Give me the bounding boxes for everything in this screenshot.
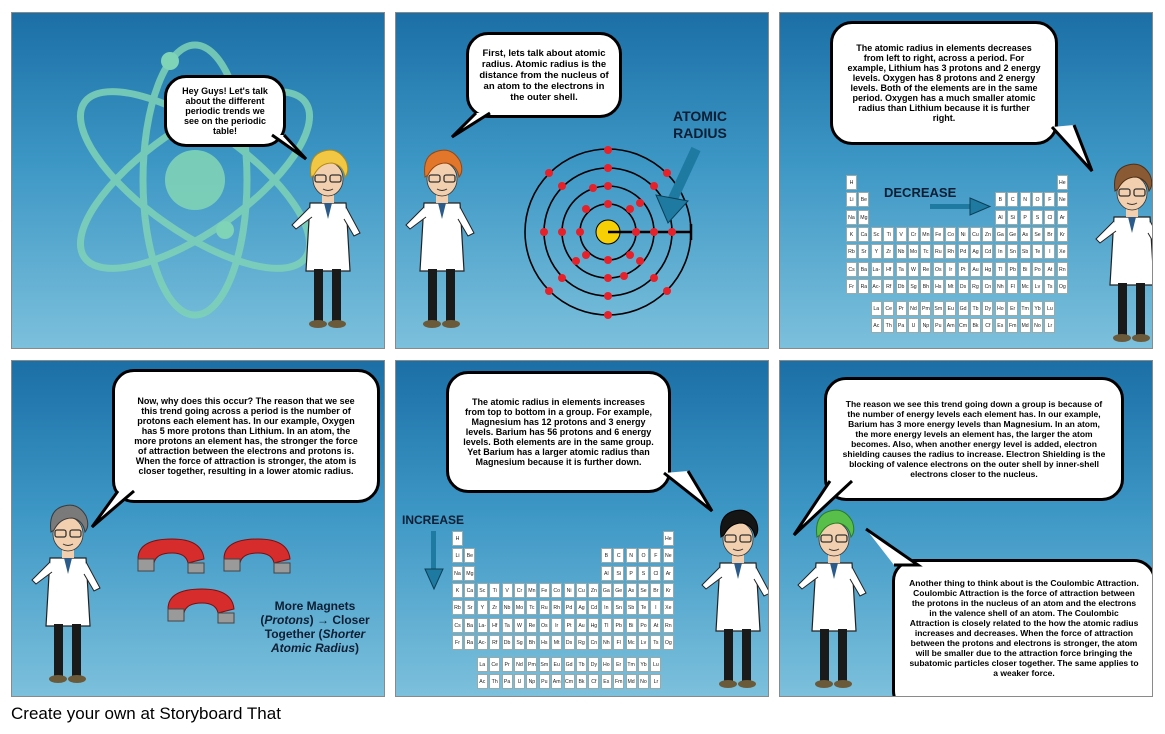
element-cell: Lr xyxy=(650,674,661,689)
element-cell: Cm xyxy=(564,674,575,689)
element-cell: Fr xyxy=(452,635,463,650)
element-cell: At xyxy=(650,618,661,633)
element-cell: Cu xyxy=(970,227,981,242)
element-cell: Te xyxy=(638,600,649,615)
element-cell: Cr xyxy=(908,227,919,242)
element-cell: Sb xyxy=(626,600,637,615)
element-cell: Ra xyxy=(464,635,475,650)
element-cell: Hf xyxy=(883,262,894,277)
element-cell: Ir xyxy=(945,262,956,277)
element-cell: Bk xyxy=(576,674,587,689)
element-cell: Ds xyxy=(958,279,969,294)
element-cell: Be xyxy=(464,548,475,563)
element-cell: Sr xyxy=(858,244,869,259)
element-cell: Nh xyxy=(601,635,612,650)
element-cell: Po xyxy=(638,618,649,633)
element-cell: Bh xyxy=(526,635,537,650)
speech-bubble-tail xyxy=(448,111,496,141)
element-cell: Dy xyxy=(588,657,599,672)
scientist-character-grey xyxy=(28,496,108,696)
element-cell: Ru xyxy=(539,600,550,615)
element-cell: Lv xyxy=(638,635,649,650)
element-cell: Lv xyxy=(1032,279,1043,294)
element-cell: Ag xyxy=(576,600,587,615)
element-cell: Yb xyxy=(638,657,649,672)
element-cell: H xyxy=(452,531,463,546)
scientist-character-orange xyxy=(402,141,482,341)
element-cell: Nd xyxy=(514,657,525,672)
element-cell: Np xyxy=(526,674,537,689)
element-cell: Ag xyxy=(970,244,981,259)
element-cell: Ge xyxy=(613,583,624,598)
element-cell: Fe xyxy=(539,583,550,598)
arrow-right-icon xyxy=(930,197,992,217)
element-cell: Cn xyxy=(588,635,599,650)
element-cell: Re xyxy=(920,262,931,277)
element-cell: Ba xyxy=(858,262,869,277)
element-cell: Pu xyxy=(933,318,944,333)
element-cell: Fr xyxy=(846,279,857,294)
element-cell: No xyxy=(638,674,649,689)
element-cell: At xyxy=(1044,262,1055,277)
element-cell: Sg xyxy=(514,635,525,650)
element-cell: K xyxy=(846,227,857,242)
element-cell: K xyxy=(452,583,463,598)
element-cell: Md xyxy=(626,674,637,689)
element-cell: Mc xyxy=(626,635,637,650)
element-cell: As xyxy=(1020,227,1031,242)
element-cell: Mn xyxy=(920,227,931,242)
element-cell: Ce xyxy=(883,301,894,316)
element-cell: Au xyxy=(576,618,587,633)
element-cell: Zn xyxy=(588,583,599,598)
arrow-down-icon xyxy=(424,531,444,591)
element-cell: Pa xyxy=(896,318,907,333)
speech-bubble-2: Another thing to think about is the Coulombic Attraction. Coulombic Attraction is the force of attraction between the protons in the nucleus of an atom and the electrons in the valence shell of an atom. The Coulombic Attraction is closely related to the how the atomic radius increases and decreases. When the force of attraction between the protons and electrons is stronger, the atom will be smaller due to the attraction force bringing the subatomic particles closer together. The same applies to a weaker force. xyxy=(892,559,1153,697)
element-cell: Eu xyxy=(551,657,562,672)
element-cell: Tc xyxy=(526,600,537,615)
element-cell: Ga xyxy=(601,583,612,598)
element-cell: Lr xyxy=(1044,318,1055,333)
element-cell: Db xyxy=(502,635,513,650)
element-cell: Pb xyxy=(613,618,624,633)
element-cell: Pt xyxy=(958,262,969,277)
element-cell: Kr xyxy=(663,583,674,598)
element-cell: Re xyxy=(526,618,537,633)
element-cell: Ra xyxy=(858,279,869,294)
element-cell: Np xyxy=(920,318,931,333)
scientist-character-black xyxy=(698,501,769,697)
element-cell: Cr xyxy=(514,583,525,598)
element-cell: La- xyxy=(871,262,882,277)
element-cell: Bh xyxy=(920,279,931,294)
element-cell: C xyxy=(1007,192,1018,207)
element-cell: Xe xyxy=(1057,244,1068,259)
element-cell: Eu xyxy=(945,301,956,316)
element-cell: Cd xyxy=(588,600,599,615)
element-cell: N xyxy=(626,548,637,563)
element-cell: V xyxy=(502,583,513,598)
element-cell: Tm xyxy=(626,657,637,672)
scientist-character-brown xyxy=(1092,155,1153,349)
element-cell: La- xyxy=(477,618,488,633)
element-cell: Rb xyxy=(846,244,857,259)
element-cell: Cl xyxy=(1044,210,1055,225)
element-cell: Ni xyxy=(564,583,575,598)
element-cell: Li xyxy=(846,192,857,207)
element-cell: Cu xyxy=(576,583,587,598)
element-cell: Sg xyxy=(908,279,919,294)
element-cell: Ge xyxy=(1007,227,1018,242)
element-cell: Mt xyxy=(551,635,562,650)
element-cell: Y xyxy=(477,600,488,615)
element-cell: Mo xyxy=(514,600,525,615)
element-cell: Rb xyxy=(452,600,463,615)
element-cell: Og xyxy=(1057,279,1068,294)
element-cell: Cl xyxy=(650,566,661,581)
element-cell: Ts xyxy=(650,635,661,650)
element-cell: Rn xyxy=(1057,262,1068,277)
element-cell: Ar xyxy=(663,566,674,581)
element-cell: Fl xyxy=(1007,279,1018,294)
element-cell: Ne xyxy=(1057,192,1068,207)
element-cell: Se xyxy=(638,583,649,598)
element-cell: Nb xyxy=(896,244,907,259)
element-cell: Co xyxy=(551,583,562,598)
element-cell: Lu xyxy=(1044,301,1055,316)
element-cell: Am xyxy=(551,674,562,689)
panel-6 xyxy=(779,360,1153,697)
element-cell: Nd xyxy=(908,301,919,316)
element-cell: Mn xyxy=(526,583,537,598)
element-cell: La xyxy=(871,301,882,316)
element-cell: Fe xyxy=(933,227,944,242)
element-cell: Sn xyxy=(1007,244,1018,259)
element-cell: Si xyxy=(1007,210,1018,225)
magnets-caption: More Magnets (Protons) → Closer Together (Shorter Atomic Radius) xyxy=(260,599,370,655)
element-cell: Sm xyxy=(539,657,550,672)
atomic-radius-label: ATOMIC RADIUS xyxy=(673,108,727,141)
element-cell: Cf xyxy=(982,318,993,333)
element-cell: Na xyxy=(846,210,857,225)
element-cell: Mg xyxy=(464,566,475,581)
speech-bubble: First, lets talk about atomic radius. Atomic radius is the distance from the nucleus of an atom to the electrons in the outer shell. xyxy=(466,32,622,118)
element-cell: F xyxy=(1044,192,1055,207)
element-cell: Sb xyxy=(1020,244,1031,259)
element-cell: Bk xyxy=(970,318,981,333)
element-cell: Pr xyxy=(502,657,513,672)
element-cell: Pm xyxy=(526,657,537,672)
panel-5 xyxy=(395,360,769,697)
speech-bubble: The reason we see this trend going down a group is because of the number of energy levels each element has. In our example, Barium has 3 more energy levels than Magnesium. In an atom, the more energy levels an element has, the larger the atom becomes. Also, when another energy level is added, electron shielding causes the radius to increase. Electron Shielding is the blocking of valence electrons on the outer shell by inner-shell electrons closer to the nucleus. xyxy=(824,377,1124,501)
element-cell: Rf xyxy=(883,279,894,294)
element-cell: Es xyxy=(601,674,612,689)
element-cell: U xyxy=(908,318,919,333)
element-cell: Er xyxy=(1007,301,1018,316)
element-cell: Og xyxy=(663,635,674,650)
element-cell: P xyxy=(1020,210,1031,225)
element-cell: Rg xyxy=(576,635,587,650)
element-cell: Ba xyxy=(464,618,475,633)
element-cell: Sr xyxy=(464,600,475,615)
element-cell: Fm xyxy=(1007,318,1018,333)
speech-bubble-tail xyxy=(270,133,310,163)
element-cell: Ts xyxy=(1044,279,1055,294)
element-cell: W xyxy=(514,618,525,633)
element-cell: Bi xyxy=(626,618,637,633)
speech-bubble: Now, why does this occur? The reason that we see this trend going across a period is the number of protons each element has. In our example, Oxygen has 5 more protons than Lithium. In an atom, the more protons an element has, the stronger the force of attraction between the electrons and protons is. When the force of attraction is stronger, the atom is closer together, resulting in a lower atomic radius. xyxy=(112,369,380,503)
element-cell: Pt xyxy=(564,618,575,633)
element-cell: Yb xyxy=(1032,301,1043,316)
element-cell: No xyxy=(1032,318,1043,333)
element-cell: Au xyxy=(970,262,981,277)
element-cell: Br xyxy=(1044,227,1055,242)
element-cell: Li xyxy=(452,548,463,563)
element-cell: S xyxy=(1032,210,1043,225)
element-cell: Ti xyxy=(489,583,500,598)
element-cell: Ga xyxy=(995,227,1006,242)
element-cell: Xe xyxy=(663,600,674,615)
element-cell: Th xyxy=(489,674,500,689)
element-cell: Ac- xyxy=(871,279,882,294)
element-cell: Gd xyxy=(564,657,575,672)
element-cell: O xyxy=(1032,192,1043,207)
element-cell: He xyxy=(663,531,674,546)
element-cell: Zn xyxy=(982,227,993,242)
element-cell: Am xyxy=(945,318,956,333)
element-cell: La xyxy=(477,657,488,672)
element-cell: P xyxy=(626,566,637,581)
element-cell: Rh xyxy=(945,244,956,259)
element-cell: Kr xyxy=(1057,227,1068,242)
element-cell: Os xyxy=(933,262,944,277)
element-cell: Hs xyxy=(539,635,550,650)
element-cell: I xyxy=(1044,244,1055,259)
element-cell: Fl xyxy=(613,635,624,650)
element-cell: Cs xyxy=(452,618,463,633)
speech-bubble-tail-2 xyxy=(864,527,924,567)
element-cell: Es xyxy=(995,318,1006,333)
element-cell: Cm xyxy=(958,318,969,333)
element-cell: Be xyxy=(858,192,869,207)
element-cell: Tc xyxy=(920,244,931,259)
element-cell: Hg xyxy=(982,262,993,277)
element-cell: Nh xyxy=(995,279,1006,294)
element-cell: Si xyxy=(613,566,624,581)
increase-label: INCREASE xyxy=(402,513,465,527)
element-cell: U xyxy=(514,674,525,689)
element-cell: Ti xyxy=(883,227,894,242)
panel-1 xyxy=(11,12,385,349)
element-cell: Al xyxy=(601,566,612,581)
element-cell: Ir xyxy=(551,618,562,633)
element-cell: Ce xyxy=(489,657,500,672)
element-cell: Rn xyxy=(663,618,674,633)
element-cell: Dy xyxy=(982,301,993,316)
element-cell: Ho xyxy=(601,657,612,672)
element-cell: F xyxy=(650,548,661,563)
element-cell: Mg xyxy=(858,210,869,225)
element-cell: B xyxy=(601,548,612,563)
element-cell: Md xyxy=(1020,318,1031,333)
element-cell: Pm xyxy=(920,301,931,316)
speech-bubble: Hey Guys! Let's talk about the different periodic trends we see on the periodic table! xyxy=(164,75,286,147)
footer-credit[interactable]: Create your own at Storyboard That xyxy=(11,704,281,723)
element-cell: Te xyxy=(1032,244,1043,259)
element-cell: Co xyxy=(945,227,956,242)
element-cell: Tb xyxy=(970,301,981,316)
element-cell: Hg xyxy=(588,618,599,633)
panel-3 xyxy=(779,12,1153,349)
element-cell: Y xyxy=(871,244,882,259)
element-cell: Zr xyxy=(883,244,894,259)
element-cell: Tb xyxy=(576,657,587,672)
element-cell: Tl xyxy=(601,618,612,633)
element-cell: Th xyxy=(883,318,894,333)
element-cell: In xyxy=(995,244,1006,259)
element-cell: Ac xyxy=(871,318,882,333)
element-cell: Al xyxy=(995,210,1006,225)
element-cell: Na xyxy=(452,566,463,581)
element-cell: Ar xyxy=(1057,210,1068,225)
element-cell: H xyxy=(846,175,857,190)
element-cell: Ta xyxy=(502,618,513,633)
element-cell: Rf xyxy=(489,635,500,650)
element-cell: Bi xyxy=(1020,262,1031,277)
element-cell: Pu xyxy=(539,674,550,689)
element-cell: Hs xyxy=(933,279,944,294)
element-cell: Ho xyxy=(995,301,1006,316)
element-cell: W xyxy=(908,262,919,277)
element-cell: V xyxy=(896,227,907,242)
element-cell: Pd xyxy=(958,244,969,259)
scientist-character-green xyxy=(794,501,874,697)
element-cell: Ds xyxy=(564,635,575,650)
element-cell: O xyxy=(638,548,649,563)
element-cell: Ta xyxy=(896,262,907,277)
element-cell: Nb xyxy=(502,600,513,615)
element-cell: Ca xyxy=(858,227,869,242)
element-cell: Sn xyxy=(613,600,624,615)
element-cell: Tm xyxy=(1020,301,1031,316)
element-cell: Se xyxy=(1032,227,1043,242)
element-cell: Mc xyxy=(1020,279,1031,294)
panel-2 xyxy=(395,12,769,349)
element-cell: Hf xyxy=(489,618,500,633)
element-cell: Tl xyxy=(995,262,1006,277)
element-cell: Pr xyxy=(896,301,907,316)
element-cell: Pd xyxy=(564,600,575,615)
element-cell: Mo xyxy=(908,244,919,259)
element-cell: Pa xyxy=(502,674,513,689)
element-cell: Fm xyxy=(613,674,624,689)
element-cell: Po xyxy=(1032,262,1043,277)
element-cell: Sc xyxy=(871,227,882,242)
element-cell: Sm xyxy=(933,301,944,316)
element-cell: Cf xyxy=(588,674,599,689)
element-cell: S xyxy=(638,566,649,581)
element-cell: Ac xyxy=(477,674,488,689)
element-cell: Br xyxy=(650,583,661,598)
element-cell: Sc xyxy=(477,583,488,598)
element-cell: Zr xyxy=(489,600,500,615)
element-cell: I xyxy=(650,600,661,615)
decrease-label: DECREASE xyxy=(884,185,957,200)
element-cell: As xyxy=(626,583,637,598)
element-cell: Rh xyxy=(551,600,562,615)
element-cell: Ni xyxy=(958,227,969,242)
element-cell: Gd xyxy=(958,301,969,316)
element-cell: B xyxy=(995,192,1006,207)
scientist-character-blonde xyxy=(288,141,368,341)
element-cell: Er xyxy=(613,657,624,672)
element-cell: Pb xyxy=(1007,262,1018,277)
speech-bubble: The atomic radius in elements increases from top to bottom in a group. For example, Magnesium has 12 protons and 3 energy levels. Barium has 56 protons and 6 energy levels. Both elements are in the same group. Yet Barium has a larger atomic radius than Magnesium because it is further down. xyxy=(446,371,671,493)
element-cell: Ne xyxy=(663,548,674,563)
element-cell: Ca xyxy=(464,583,475,598)
panel-4 xyxy=(11,360,385,697)
element-cell: C xyxy=(613,548,624,563)
element-cell: Cd xyxy=(982,244,993,259)
element-cell: Lu xyxy=(650,657,661,672)
element-cell: He xyxy=(1057,175,1068,190)
element-cell: Ru xyxy=(933,244,944,259)
element-cell: Ac- xyxy=(477,635,488,650)
element-cell: N xyxy=(1020,192,1031,207)
element-cell: Os xyxy=(539,618,550,633)
element-cell: Cs xyxy=(846,262,857,277)
element-cell: Cn xyxy=(982,279,993,294)
speech-bubble: The atomic radius in elements decreases from left to right, across a period. For example, Lithium has 3 protons and 2 energy levels. Oxygen has 8 protons and 2 energy levels. Both of the elements are in the same period. Oxygen has a much smaller atomic radius than Lithium because it is further right. xyxy=(830,21,1058,145)
element-cell: Rg xyxy=(970,279,981,294)
element-cell: Db xyxy=(896,279,907,294)
element-cell: Mt xyxy=(945,279,956,294)
element-cell: In xyxy=(601,600,612,615)
